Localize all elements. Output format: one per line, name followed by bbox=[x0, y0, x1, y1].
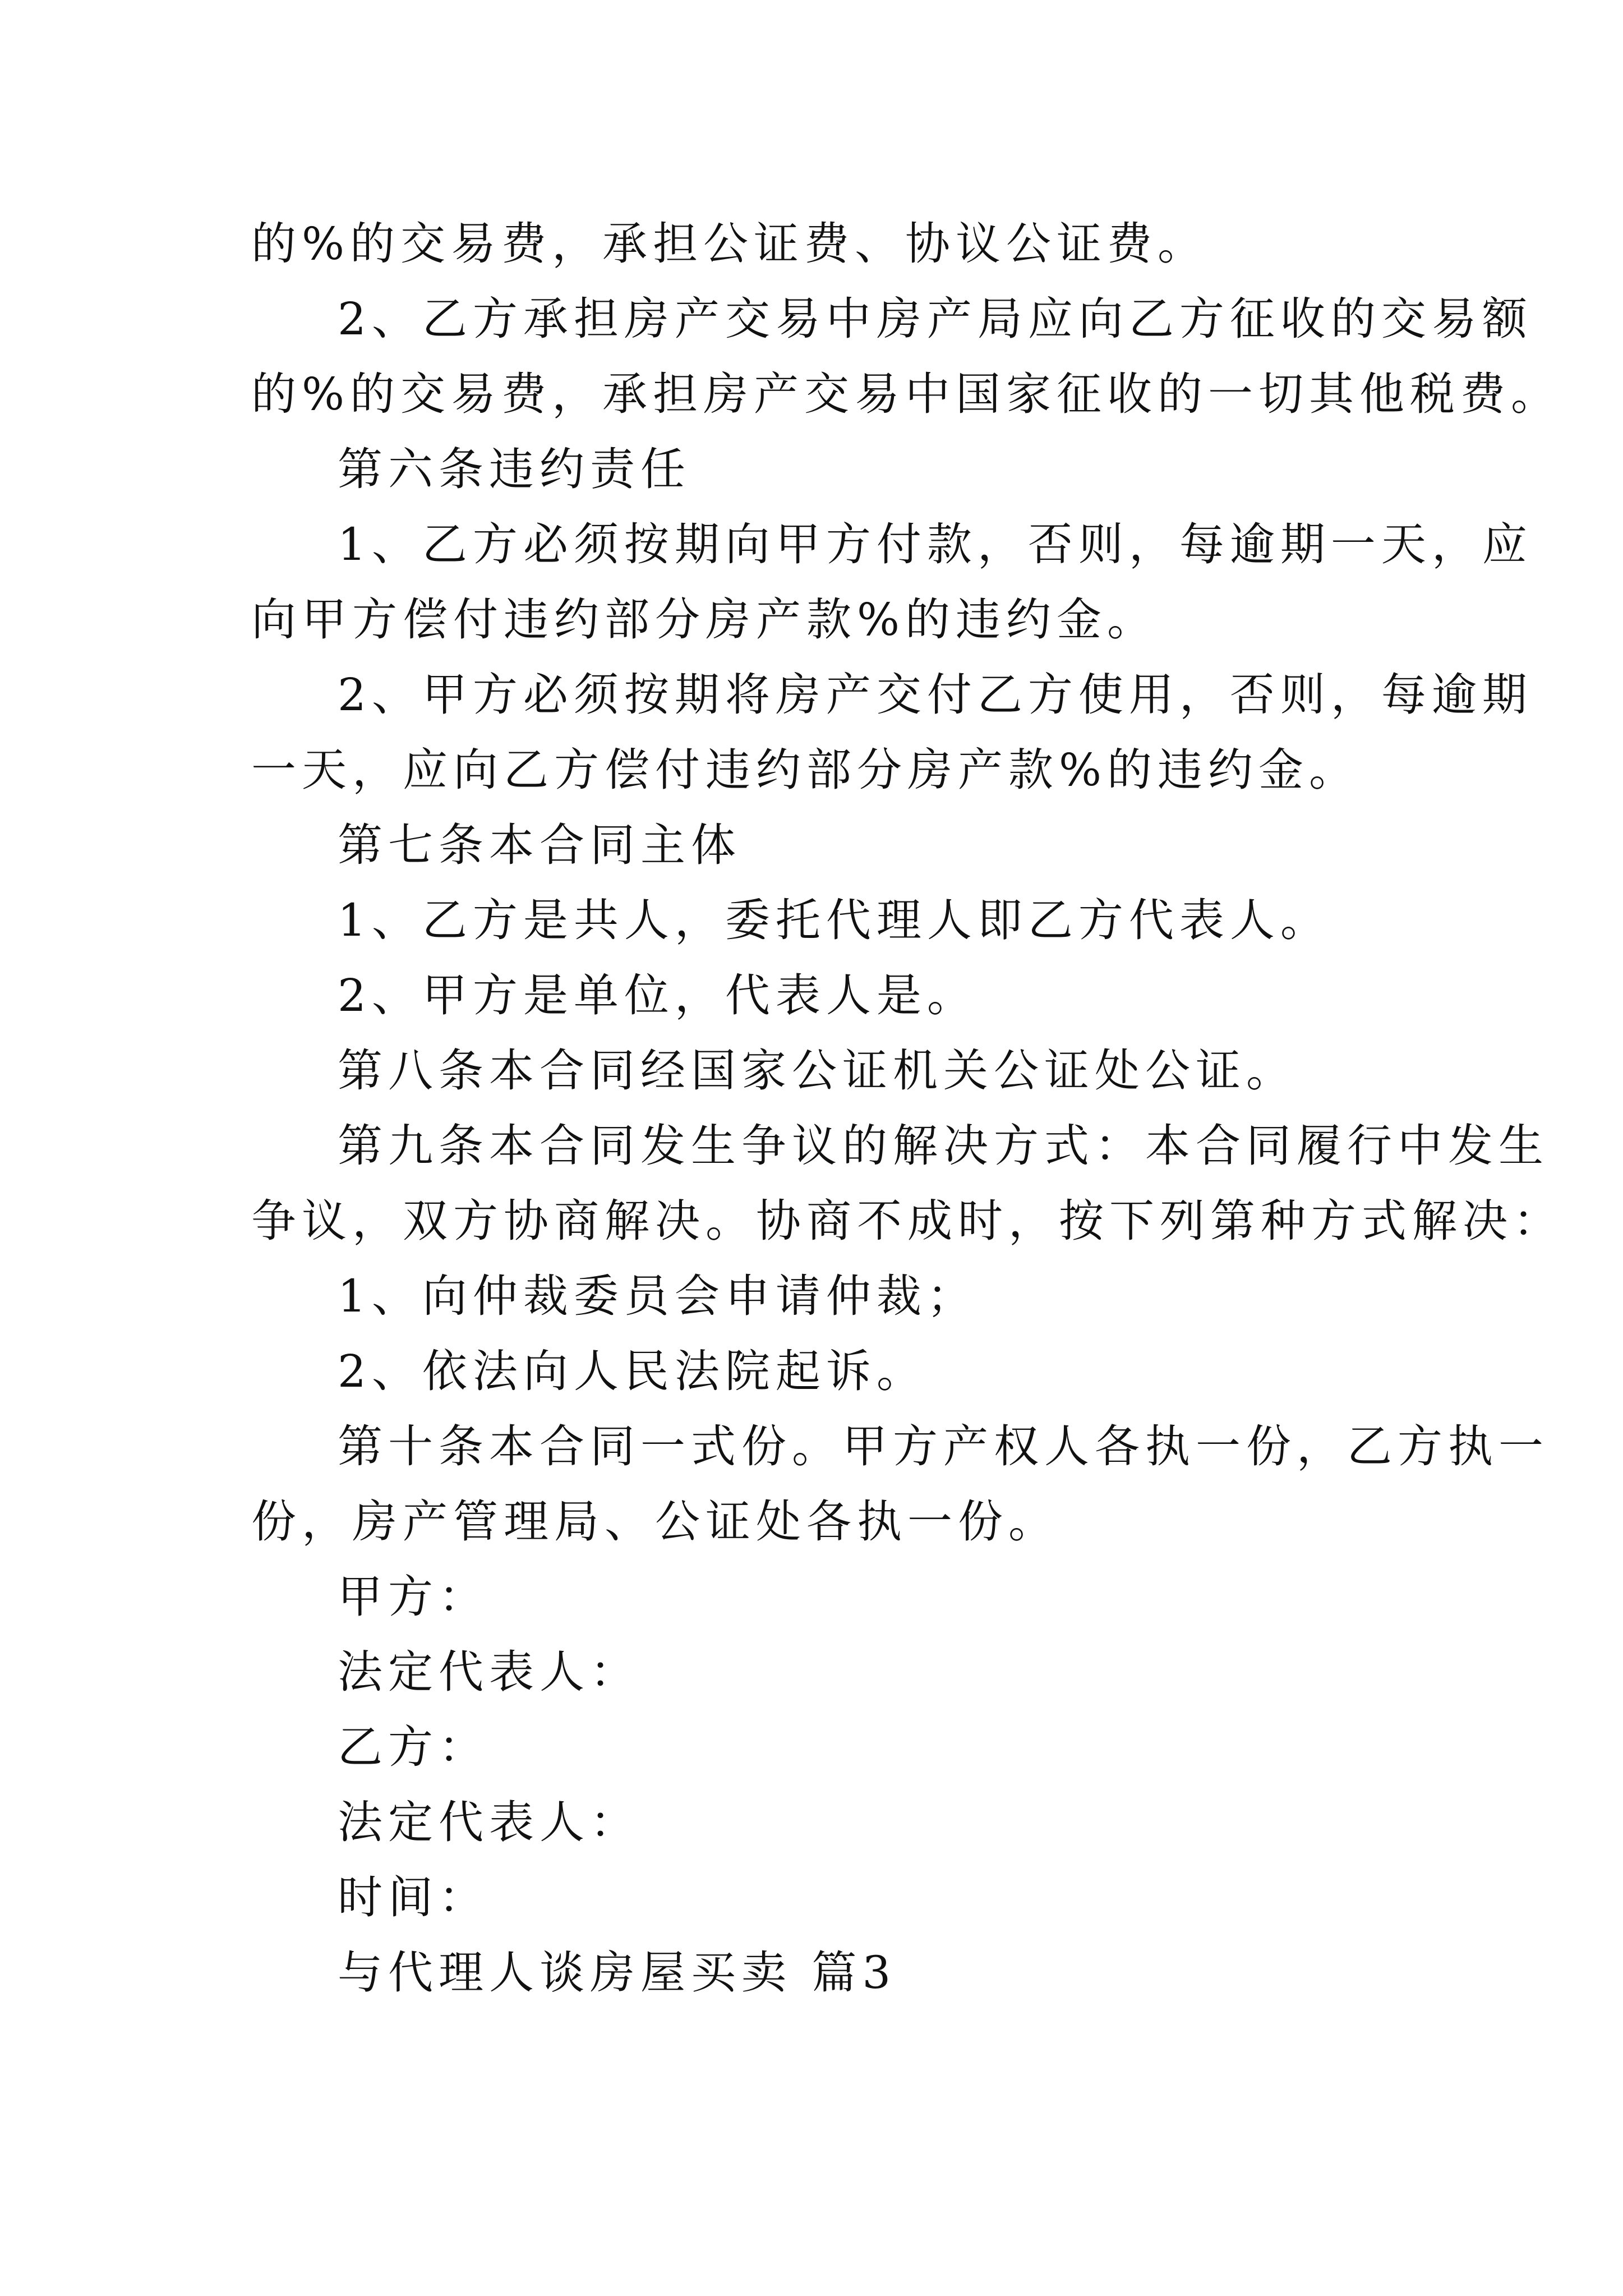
text-line: 2、依法向人民法院起诉。 bbox=[338, 1345, 927, 1397]
signature-label-legal-rep-b: 法定代表人： bbox=[338, 1796, 640, 1848]
text-line: 向甲方偿付违约部分房产款%的违约金。 bbox=[251, 593, 1158, 646]
signature-label-legal-rep-a: 法定代表人： bbox=[338, 1646, 640, 1698]
text-line: 的%的交易费，承担房产交易中国家征收的一切其他税费。 bbox=[251, 368, 1562, 420]
text-line: 争议，双方协商解决。协商不成时，按下列第种方式解决： bbox=[251, 1195, 1564, 1247]
next-section-title: 与代理人谈房屋买卖 篇3 bbox=[338, 1947, 897, 1999]
text-line: 2、甲方必须按期将房产交付乙方使用，否则，每逾期 bbox=[338, 669, 1533, 721]
section-heading: 第九条本合同发生争议的解决方式：本合同履行中发生 bbox=[338, 1120, 1549, 1172]
text-line: 2、甲方是单位，代表人是。 bbox=[338, 969, 978, 1022]
section-heading: 第八条本合同经国家公证机关公证处公证。 bbox=[338, 1045, 1297, 1097]
section-heading: 第十条本合同一式份。甲方产权人各执一份，乙方执一 bbox=[338, 1420, 1549, 1473]
signature-label-time: 时间： bbox=[338, 1871, 489, 1924]
text-line: 份，房产管理局、公证处各执一份。 bbox=[251, 1496, 1059, 1548]
text-line: 1、向仲裁委员会申请仲裁； bbox=[338, 1270, 978, 1322]
text-line: 一天，应向乙方偿付违约部分房产款%的违约金。 bbox=[251, 744, 1360, 796]
text-line: 1、乙方必须按期向甲方付款，否则，每逾期一天，应 bbox=[338, 518, 1533, 570]
section-heading: 第六条违约责任 bbox=[338, 443, 691, 495]
text-line: 的%的交易费，承担公证费、协议公证费。 bbox=[251, 218, 1209, 270]
text-line: 1、乙方是共人，委托代理人即乙方代表人。 bbox=[338, 894, 1331, 946]
signature-label-party-a: 甲方： bbox=[338, 1571, 489, 1623]
section-heading: 第七条本合同主体 bbox=[338, 819, 741, 871]
signature-label-party-b: 乙方： bbox=[338, 1721, 489, 1773]
text-line: 2、乙方承担房产交易中房产局应向乙方征收的交易额 bbox=[338, 293, 1533, 345]
